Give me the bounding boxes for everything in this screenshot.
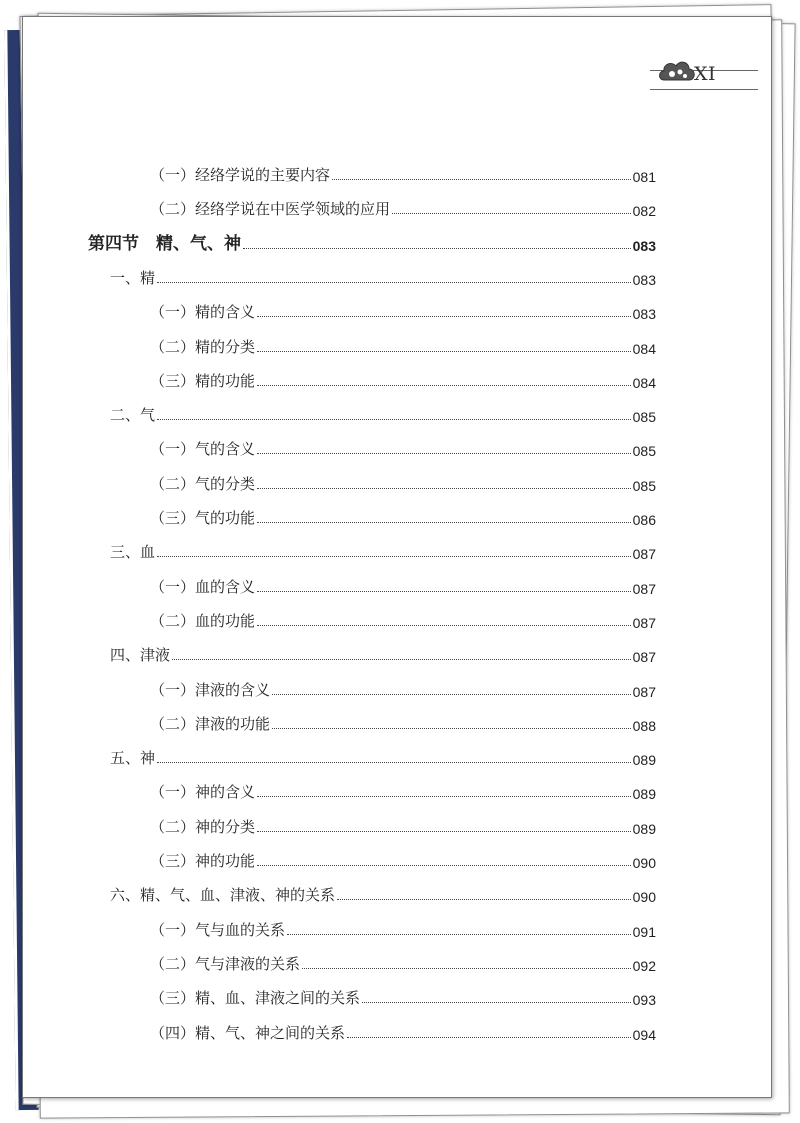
toc-entry[interactable] (150, 294, 656, 322)
toc-entry[interactable] (110, 534, 656, 562)
toc-entry-title: 三、血 (110, 543, 156, 562)
toc-entry[interactable] (110, 637, 656, 665)
dot-leader (257, 591, 631, 592)
dot-leader (287, 934, 631, 935)
toc-entry-page: 090 (632, 889, 656, 906)
toc-entry[interactable] (110, 740, 656, 768)
toc-entry-page: 087 (632, 580, 656, 597)
toc-entry[interactable] (150, 843, 656, 871)
toc-entry-title: （一）气的含义 (150, 440, 256, 459)
toc-entry[interactable] (150, 912, 656, 940)
dot-leader (332, 179, 631, 180)
toc-entry-page: 087 (632, 683, 656, 700)
dot-leader (272, 728, 631, 729)
toc-entry[interactable] (150, 980, 656, 1008)
toc-entry-page: 087 (632, 649, 656, 666)
dot-leader (392, 213, 631, 214)
page-number: XI (694, 63, 717, 85)
toc-entry-page: 085 (632, 477, 656, 494)
toc-entry-page: 089 (632, 786, 656, 803)
toc-entry[interactable] (150, 672, 656, 700)
toc-entry-page: 089 (632, 752, 656, 769)
dot-leader (302, 968, 631, 969)
toc-entry-title: 六、精、气、血、津液、神的关系 (110, 886, 336, 905)
toc-entry-page: 092 (632, 957, 656, 974)
toc-entry-title: （二）气的分类 (150, 474, 256, 493)
dot-leader (272, 694, 631, 695)
toc-entry-title: 一、精 (110, 268, 156, 287)
dot-leader (172, 659, 631, 660)
dot-leader (157, 419, 631, 420)
toc-entry-title: 第四节 精、气、神 (88, 233, 241, 254)
toc-entry-title: （二）经络学说在中医学领域的应用 (150, 200, 391, 219)
toc-entry[interactable] (150, 157, 656, 185)
toc-entry[interactable] (150, 774, 656, 802)
toc-entry-page: 088 (632, 717, 656, 734)
dot-leader (257, 351, 631, 352)
dot-leader (257, 522, 631, 523)
toc-entry-title: （三）气的功能 (150, 509, 256, 527)
toc-entry-title: （一）精的含义 (150, 303, 256, 322)
toc-entry-page: 093 (632, 992, 656, 1009)
toc-entry[interactable] (150, 191, 656, 219)
toc-entry[interactable] (150, 363, 656, 391)
toc-entry-title: （一）气与血的关系 (150, 920, 286, 939)
toc-entry[interactable] (150, 500, 656, 528)
toc-entry-title: （四）精、气、神之间的关系 (150, 1023, 346, 1042)
toc-entry[interactable] (110, 877, 656, 905)
dot-leader (257, 831, 631, 832)
toc-entry-page: 089 (632, 820, 656, 837)
toc-entry-page: 084 (632, 340, 656, 357)
dot-leader (257, 488, 631, 489)
dot-leader (243, 248, 631, 249)
dot-leader (257, 796, 631, 797)
toc-entry-page: 085 (632, 409, 656, 426)
toc-entry-title: （一）血的含义 (150, 577, 256, 596)
dot-leader (257, 865, 631, 866)
dot-leader (257, 453, 631, 454)
toc-entry[interactable] (150, 603, 656, 631)
dot-leader (362, 1002, 631, 1003)
toc-entry-title: （三）精、血、津液之间的关系 (150, 989, 361, 1008)
toc-entry-page: 087 (632, 614, 656, 631)
toc-entry[interactable] (150, 809, 656, 837)
toc-entry[interactable] (88, 226, 656, 254)
toc-entry-title: （一）经络学说的主要内容 (150, 166, 331, 184)
toc-entry-title: （一）津液的含义 (150, 680, 271, 699)
toc-entry-title: （一）神的含义 (150, 783, 256, 802)
toc-entry-title: 五、神 (110, 749, 156, 768)
toc-entry-title: （三）神的功能 (150, 852, 256, 870)
toc-entry-page: 084 (632, 374, 656, 391)
toc-entry-page: 082 (632, 203, 656, 220)
toc-entry[interactable] (150, 329, 656, 357)
toc-entry[interactable] (150, 706, 656, 734)
toc-entry-page: 094 (632, 1026, 656, 1043)
toc-entry-page: 087 (632, 546, 656, 563)
toc-entry[interactable] (150, 431, 656, 459)
toc-entry-title: 二、气 (110, 406, 156, 425)
dot-leader (347, 1037, 631, 1038)
toc-entry-title: （二）神的分类 (150, 817, 256, 836)
header-rule (650, 89, 758, 90)
cloud-ornament-icon (658, 58, 696, 86)
toc-entry[interactable] (110, 397, 656, 425)
toc-entry-page: 090 (632, 855, 656, 871)
toc-entry[interactable] (150, 466, 656, 494)
toc-entry-title: （二）血的功能 (150, 611, 256, 630)
toc-entry-page: 083 (632, 271, 656, 288)
toc-entry-title: （二）精的分类 (150, 337, 256, 356)
toc-entry-page: 086 (632, 512, 656, 528)
toc-entry-page: 083 (632, 306, 656, 323)
toc-entry-title: （二）气与津液的关系 (150, 954, 301, 973)
toc-entry-title: （二）津液的功能 (150, 714, 271, 733)
dot-leader (257, 385, 631, 386)
dot-leader (337, 899, 631, 900)
dot-leader (157, 556, 631, 557)
toc-entry[interactable] (110, 260, 656, 288)
toc-entry[interactable] (150, 946, 656, 974)
toc-entry-page: 083 (632, 237, 656, 254)
toc-entry-title: 四、津液 (110, 646, 171, 665)
dot-leader (157, 282, 631, 283)
toc-entry-page: 085 (632, 443, 656, 460)
dot-leader (157, 762, 631, 763)
dot-leader (257, 625, 631, 626)
toc-entry-page: 091 (632, 923, 656, 940)
toc-entry[interactable] (150, 569, 656, 597)
toc-entry-title: （三）精的功能 (150, 371, 256, 390)
toc-entry-page: 081 (632, 169, 656, 185)
toc-entry[interactable] (150, 1015, 656, 1043)
dot-leader (257, 316, 631, 317)
